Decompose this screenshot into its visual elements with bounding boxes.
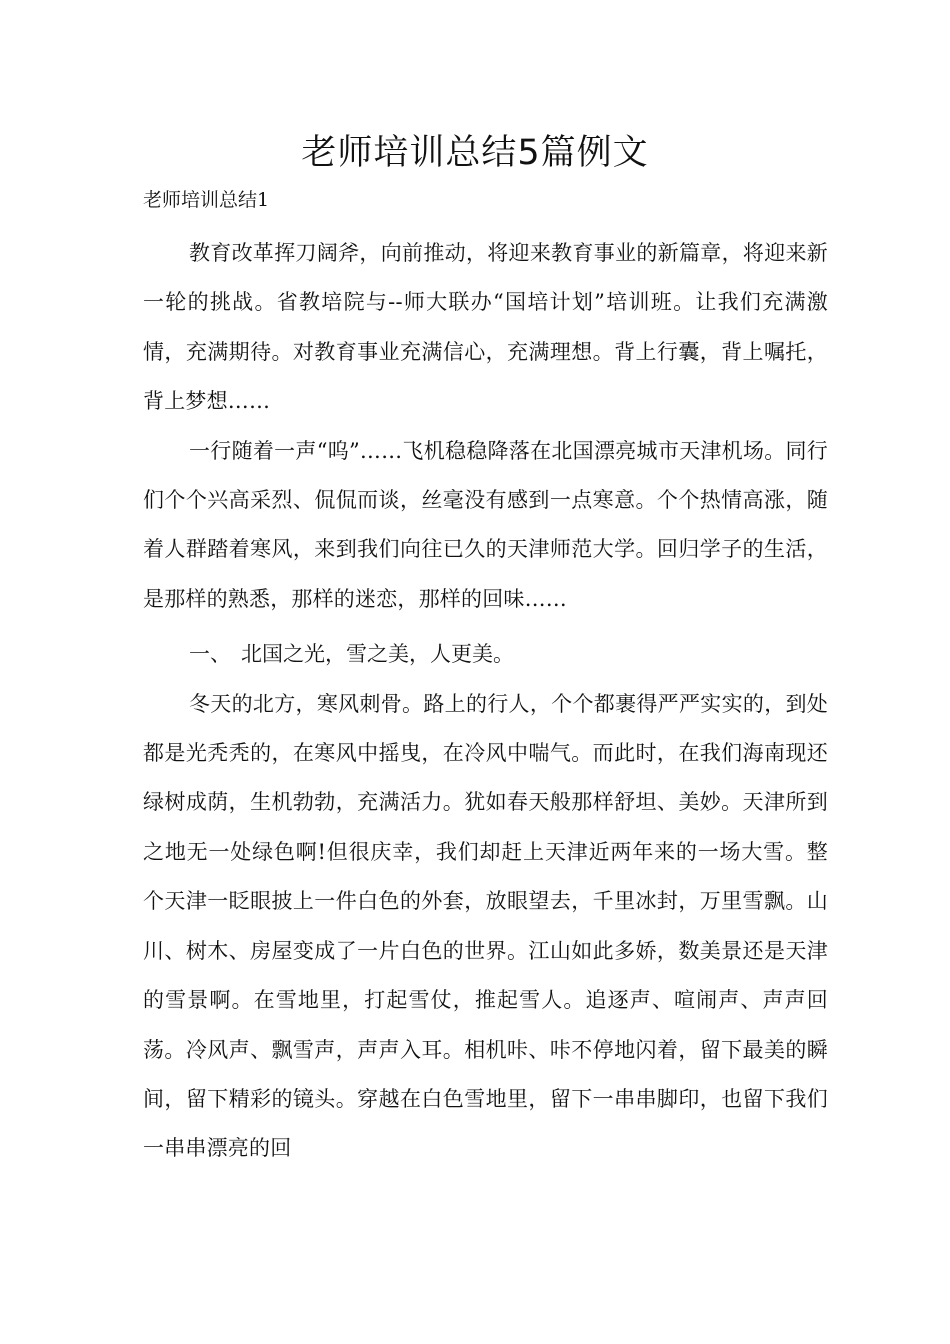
document-body (143, 181, 828, 1174)
section-number: 一、 (189, 642, 231, 667)
paragraph-1: 教育改革挥刀阔斧，向前推动，将迎来教育事业的新篇章，将迎来新一轮的挑战。省教培院与--师大联办“国培计划”培训班。让我们充满激情，充满期待。对教育事业充满信心，充满理想。背上行囊，背上嘱托，背上梦想…… (143, 241, 828, 414)
document-title: 老师培训总结5篇例文 (301, 133, 649, 173)
subheading: 老师培训总结1 (143, 189, 270, 211)
paragraph-3: 冬天的北方，寒风刺骨。路上的行人，个个都裹得严严实实的，到处都是光秃秃的，在寒风中摇曳，在冷风中喘气。而此时，在我们海南现还绿树成荫，生机勃勃，充满活力。犹如春天般那样舒坦、美妙。天津所到之地无一处绿色啊!但很庆幸，我们却赶上天津近两年来的一场大雪。整个天津一眨眼披上一件白色的外套，放眼望去，千里冰封，万里雪飘。山川、树木、房屋变成了一片白色的世界。江山如此多娇，数美景还是天津的雪景啊。在雪地里，打起雪仗，推起雪人。追逐声、喧闹声、声声回荡。冷风声、飘雪声，声声入耳。相机咔、咔不停地闪着，留下最美的瞬间，留下精彩的镜头。穿越在白色雪地里，留下一串串脚印，也留下我们一串串漂亮的回 (143, 691, 828, 1161)
section-heading (143, 630, 828, 679)
section-title: 北国之光，雪之美，人更美。 (241, 642, 514, 667)
paragraph-2: 一行随着一声“呜”……飞机稳稳降落在北国漂亮城市天津机场。同行们个个兴高采烈、侃侃而谈，丝毫没有感到一点寒意。个个热情高涨，随着人群踏着寒风，来到我们向往已久的天津师范大学。回归学子的生活，是那样的熟悉，那样的迷恋，那样的回味…… (143, 438, 828, 611)
